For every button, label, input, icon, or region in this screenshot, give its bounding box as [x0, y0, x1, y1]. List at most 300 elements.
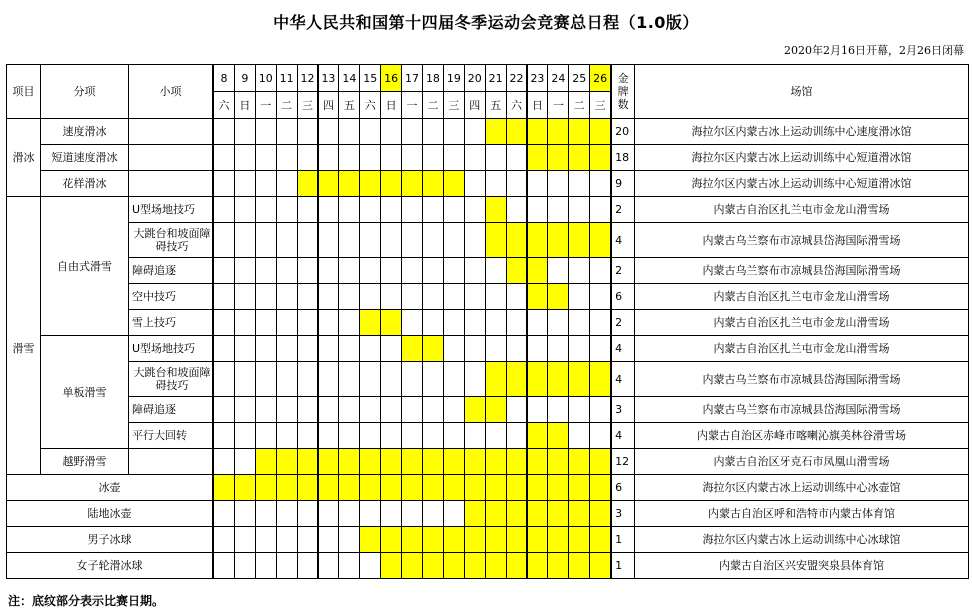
schedule-cell — [318, 552, 340, 579]
row-sub-label: 越野滑雪 — [40, 448, 129, 475]
row-medals: 6 — [610, 283, 635, 310]
header-date: 21 — [485, 64, 507, 92]
schedule-cell — [338, 257, 360, 284]
row-venue: 内蒙古自治区呼和浩特市内蒙古体育馆 — [634, 500, 969, 527]
competition-day-cell — [380, 552, 402, 579]
row-item-label: 障碍追逐 — [128, 396, 214, 423]
competition-day-cell — [547, 526, 569, 553]
schedule-cell — [401, 118, 423, 145]
schedule-cell — [318, 526, 340, 553]
competition-day-cell — [589, 222, 611, 258]
competition-day-cell — [255, 448, 277, 475]
header-project: 项目 — [6, 64, 41, 119]
schedule-cell — [464, 118, 486, 145]
schedule-cell — [338, 335, 360, 362]
row-sport-label: 冰壶 — [6, 474, 214, 501]
schedule-cell — [443, 283, 465, 310]
row-medals: 6 — [610, 474, 635, 501]
row-medals: 1 — [610, 552, 635, 579]
row-medals: 20 — [610, 118, 635, 145]
schedule-cell — [527, 170, 549, 197]
schedule-cell — [276, 257, 298, 284]
row-item-label: 大跳台和坡面障碍技巧 — [128, 222, 214, 258]
schedule-cell — [276, 361, 298, 397]
competition-day-cell — [506, 257, 528, 284]
competition-day-cell — [485, 448, 507, 475]
row-venue: 内蒙古自治区扎兰屯市金龙山滑雪场 — [634, 335, 969, 362]
schedule-cell — [380, 422, 402, 449]
row-venue: 海拉尔区内蒙古冰上运动训练中心速度滑冰馆 — [634, 118, 969, 145]
schedule-cell — [422, 396, 444, 423]
schedule-cell — [401, 257, 423, 284]
schedule-cell — [589, 283, 611, 310]
schedule-cell — [318, 222, 340, 258]
schedule-cell — [234, 361, 256, 397]
schedule-cell — [443, 144, 465, 171]
schedule-cell — [338, 144, 360, 171]
schedule-cell — [338, 552, 360, 579]
schedule-cell — [464, 361, 486, 397]
row-venue: 海拉尔区内蒙古冰上运动训练中心短道滑冰馆 — [634, 144, 969, 171]
schedule-cell — [318, 396, 340, 423]
row-medals: 2 — [610, 196, 635, 223]
schedule-cell — [213, 335, 235, 362]
schedule-cell — [359, 283, 381, 310]
schedule-cell — [568, 257, 590, 284]
schedule-cell — [506, 309, 528, 336]
schedule-cell — [255, 144, 277, 171]
schedule-cell — [213, 396, 235, 423]
schedule-cell — [234, 552, 256, 579]
schedule-cell — [422, 222, 444, 258]
header-date: 20 — [464, 64, 486, 92]
header-date: 14 — [338, 64, 360, 92]
competition-day-cell — [568, 118, 590, 145]
schedule-cell — [338, 283, 360, 310]
schedule-cell — [485, 144, 507, 171]
competition-day-cell — [547, 118, 569, 145]
competition-day-cell — [568, 361, 590, 397]
schedule-cell — [401, 196, 423, 223]
competition-day-cell — [547, 552, 569, 579]
competition-day-cell — [464, 500, 486, 527]
schedule-cell — [276, 309, 298, 336]
schedule-cell — [422, 144, 444, 171]
schedule-cell — [276, 422, 298, 449]
competition-day-cell — [318, 170, 340, 197]
competition-day-cell — [527, 422, 549, 449]
competition-day-cell — [506, 500, 528, 527]
competition-day-cell — [380, 170, 402, 197]
competition-day-cell — [527, 118, 549, 145]
header-weekday: 三 — [297, 91, 319, 119]
competition-day-cell — [547, 144, 569, 171]
schedule-cell — [422, 500, 444, 527]
schedule-cell — [338, 196, 360, 223]
row-venue: 内蒙古自治区牙克石市凤凰山滑雪场 — [634, 448, 969, 475]
row-sub-label: 花样滑冰 — [40, 170, 129, 197]
competition-day-cell — [422, 552, 444, 579]
competition-day-cell — [527, 474, 549, 501]
header-weekday: 四 — [464, 91, 486, 119]
schedule-cell — [276, 222, 298, 258]
competition-day-cell — [485, 396, 507, 423]
header-weekday: 二 — [276, 91, 298, 119]
schedule-cell — [359, 257, 381, 284]
header-date: 22 — [506, 64, 528, 92]
row-venue: 内蒙古乌兰察布市凉城县岱海国际滑雪场 — [634, 396, 969, 423]
competition-day-cell — [506, 118, 528, 145]
schedule-cell — [318, 257, 340, 284]
competition-day-cell — [527, 222, 549, 258]
competition-day-cell — [318, 474, 340, 501]
schedule-cell — [380, 500, 402, 527]
competition-day-cell — [464, 526, 486, 553]
row-item-label — [128, 144, 214, 171]
row-item-label: 雪上技巧 — [128, 309, 214, 336]
competition-day-cell — [485, 526, 507, 553]
schedule-cell — [589, 196, 611, 223]
schedule-cell — [568, 196, 590, 223]
competition-day-cell — [401, 552, 423, 579]
schedule-cell — [527, 196, 549, 223]
competition-day-cell — [380, 474, 402, 501]
schedule-cell — [255, 118, 277, 145]
schedule-cell — [297, 552, 319, 579]
schedule-cell — [276, 118, 298, 145]
row-sub-label: 速度滑冰 — [40, 118, 129, 145]
header-weekday: 五 — [338, 91, 360, 119]
competition-day-cell — [568, 144, 590, 171]
schedule-cell — [276, 552, 298, 579]
schedule-cell — [297, 257, 319, 284]
schedule-cell — [213, 257, 235, 284]
schedule-cell — [276, 144, 298, 171]
row-item-label: U型场地技巧 — [128, 335, 214, 362]
competition-day-cell — [506, 474, 528, 501]
competition-day-cell — [297, 170, 319, 197]
header-date: 16 — [380, 64, 402, 92]
schedule-cell — [359, 361, 381, 397]
schedule-cell — [318, 335, 340, 362]
schedule-cell — [547, 196, 569, 223]
schedule-cell — [213, 118, 235, 145]
table-note: 注：底纹部分表示比赛日期。 — [8, 594, 165, 608]
schedule-cell — [213, 526, 235, 553]
competition-day-cell — [589, 144, 611, 171]
header-venue: 场馆 — [634, 64, 969, 119]
schedule-table — [6, 64, 968, 588]
competition-day-cell — [338, 170, 360, 197]
schedule-cell — [443, 361, 465, 397]
row-venue: 海拉尔区内蒙古冰上运动训练中心冰壶馆 — [634, 474, 969, 501]
schedule-cell — [547, 257, 569, 284]
header-weekday: 一 — [547, 91, 569, 119]
competition-day-cell — [443, 474, 465, 501]
schedule-cell — [443, 196, 465, 223]
row-venue: 内蒙古自治区赤峰市喀喇沁旗美林谷滑雪场 — [634, 422, 969, 449]
competition-day-cell — [422, 474, 444, 501]
schedule-cell — [213, 500, 235, 527]
header-weekday: 六 — [213, 91, 235, 119]
competition-day-cell — [527, 526, 549, 553]
schedule-cell — [318, 144, 340, 171]
schedule-cell — [234, 335, 256, 362]
schedule-cell — [297, 144, 319, 171]
schedule-cell — [255, 222, 277, 258]
competition-day-cell — [589, 474, 611, 501]
schedule-cell — [589, 257, 611, 284]
schedule-cell — [485, 170, 507, 197]
competition-day-cell — [443, 552, 465, 579]
header-date: 17 — [401, 64, 423, 92]
schedule-cell — [506, 170, 528, 197]
competition-day-cell — [547, 222, 569, 258]
row-sport-label: 男子冰球 — [6, 526, 214, 553]
schedule-cell — [213, 448, 235, 475]
schedule-cell — [464, 222, 486, 258]
schedule-cell — [380, 144, 402, 171]
schedule-cell — [464, 422, 486, 449]
competition-day-cell — [359, 309, 381, 336]
competition-day-cell — [464, 552, 486, 579]
schedule-cell — [464, 196, 486, 223]
header-date: 25 — [568, 64, 590, 92]
row-venue: 内蒙古自治区扎兰屯市金龙山滑雪场 — [634, 283, 969, 310]
competition-day-cell — [234, 474, 256, 501]
header-date: 13 — [318, 64, 340, 92]
schedule-cell — [318, 283, 340, 310]
header-date: 26 — [589, 64, 611, 92]
schedule-cell — [276, 396, 298, 423]
schedule-cell — [589, 396, 611, 423]
schedule-cell — [359, 552, 381, 579]
competition-day-cell — [506, 222, 528, 258]
schedule-cell — [464, 283, 486, 310]
schedule-cell — [234, 422, 256, 449]
row-medals: 3 — [610, 500, 635, 527]
schedule-cell — [213, 422, 235, 449]
competition-day-cell — [568, 552, 590, 579]
competition-day-cell — [506, 552, 528, 579]
competition-day-cell — [338, 448, 360, 475]
competition-day-cell — [589, 500, 611, 527]
header-weekday: 三 — [589, 91, 611, 119]
competition-day-cell — [359, 170, 381, 197]
schedule-cell — [568, 309, 590, 336]
header-weekday: 四 — [318, 91, 340, 119]
competition-day-cell — [401, 448, 423, 475]
schedule-cell — [255, 396, 277, 423]
schedule-cell — [464, 170, 486, 197]
schedule-cell — [568, 335, 590, 362]
row-medals: 4 — [610, 361, 635, 397]
competition-day-cell — [527, 257, 549, 284]
header-date: 24 — [547, 64, 569, 92]
schedule-cell — [380, 283, 402, 310]
competition-day-cell — [485, 196, 507, 223]
competition-day-cell — [422, 448, 444, 475]
competition-day-cell — [485, 552, 507, 579]
row-sub-label: 短道速度滑冰 — [40, 144, 129, 171]
header-weekday: 日 — [527, 91, 549, 119]
schedule-cell — [359, 196, 381, 223]
competition-day-cell — [568, 526, 590, 553]
schedule-cell — [380, 396, 402, 423]
competition-day-cell — [485, 500, 507, 527]
competition-day-cell — [547, 422, 569, 449]
schedule-cell — [213, 222, 235, 258]
schedule-cell — [359, 222, 381, 258]
schedule-cell — [297, 283, 319, 310]
header-weekday: 二 — [568, 91, 590, 119]
schedule-cell — [255, 257, 277, 284]
schedule-cell — [234, 196, 256, 223]
competition-day-cell — [527, 361, 549, 397]
competition-day-cell — [255, 474, 277, 501]
schedule-cell — [297, 396, 319, 423]
schedule-cell — [443, 309, 465, 336]
competition-day-cell — [485, 361, 507, 397]
competition-day-cell — [506, 448, 528, 475]
schedule-cell — [297, 309, 319, 336]
schedule-cell — [380, 361, 402, 397]
schedule-cell — [359, 335, 381, 362]
header-date: 9 — [234, 64, 256, 92]
schedule-cell — [213, 170, 235, 197]
competition-day-cell — [485, 222, 507, 258]
header-date: 11 — [276, 64, 298, 92]
row-medals: 2 — [610, 309, 635, 336]
schedule-cell — [234, 170, 256, 197]
competition-day-cell — [422, 170, 444, 197]
schedule-cell — [506, 422, 528, 449]
schedule-cell — [589, 170, 611, 197]
schedule-cell — [234, 396, 256, 423]
schedule-cell — [234, 144, 256, 171]
schedule-cell — [255, 361, 277, 397]
schedule-cell — [380, 222, 402, 258]
header-date: 19 — [443, 64, 465, 92]
competition-day-cell — [443, 448, 465, 475]
header-weekday: 六 — [359, 91, 381, 119]
schedule-cell — [338, 500, 360, 527]
row-medals: 4 — [610, 422, 635, 449]
row-item-label: U型场地技巧 — [128, 196, 214, 223]
header-date: 23 — [527, 64, 549, 92]
row-medals: 3 — [610, 396, 635, 423]
row-item-label: 平行大回转 — [128, 422, 214, 449]
header-weekday: 日 — [380, 91, 402, 119]
competition-day-cell — [547, 474, 569, 501]
competition-day-cell — [443, 526, 465, 553]
schedule-cell — [338, 422, 360, 449]
competition-day-cell — [297, 474, 319, 501]
competition-day-cell — [401, 170, 423, 197]
schedule-cell — [234, 222, 256, 258]
header-date: 12 — [297, 64, 319, 92]
schedule-cell — [297, 500, 319, 527]
header-weekday: 二 — [422, 91, 444, 119]
row-medals: 1 — [610, 526, 635, 553]
competition-day-cell — [527, 552, 549, 579]
schedule-cell — [213, 283, 235, 310]
competition-day-cell — [213, 474, 235, 501]
row-venue: 内蒙古乌兰察布市凉城县岱海国际滑雪场 — [634, 222, 969, 258]
schedule-cell — [234, 309, 256, 336]
schedule-cell — [234, 118, 256, 145]
schedule-cell — [255, 526, 277, 553]
schedule-cell — [276, 170, 298, 197]
schedule-cell — [359, 500, 381, 527]
schedule-cell — [443, 396, 465, 423]
competition-day-cell — [443, 170, 465, 197]
schedule-cell — [401, 144, 423, 171]
competition-day-cell — [464, 448, 486, 475]
schedule-cell — [255, 552, 277, 579]
schedule-cell — [234, 526, 256, 553]
schedule-cell — [297, 526, 319, 553]
schedule-cell — [318, 500, 340, 527]
competition-day-cell — [359, 448, 381, 475]
schedule-cell — [422, 309, 444, 336]
schedule-cell — [318, 309, 340, 336]
schedule-cell — [464, 335, 486, 362]
schedule-cell — [338, 396, 360, 423]
competition-day-cell — [547, 448, 569, 475]
header-medals: 金牌数 — [610, 64, 635, 119]
schedule-cell — [422, 196, 444, 223]
schedule-cell — [338, 309, 360, 336]
schedule-cell — [213, 361, 235, 397]
schedule-cell — [547, 335, 569, 362]
schedule-cell — [547, 309, 569, 336]
competition-day-cell — [464, 474, 486, 501]
row-item-label — [128, 118, 214, 145]
schedule-cell — [276, 526, 298, 553]
schedule-cell — [380, 257, 402, 284]
schedule-cell — [401, 222, 423, 258]
competition-day-cell — [527, 283, 549, 310]
schedule-cell — [213, 196, 235, 223]
row-venue: 内蒙古自治区扎兰屯市金龙山滑雪场 — [634, 196, 969, 223]
competition-day-cell — [547, 283, 569, 310]
header-weekday: 三 — [443, 91, 465, 119]
competition-day-cell — [568, 500, 590, 527]
row-item-label: 大跳台和坡面障碍技巧 — [128, 361, 214, 397]
competition-day-cell — [527, 448, 549, 475]
schedule-cell — [255, 283, 277, 310]
schedule-cell — [255, 335, 277, 362]
schedule-cell — [276, 283, 298, 310]
competition-day-cell — [485, 474, 507, 501]
competition-day-cell — [464, 396, 486, 423]
schedule-cell — [401, 309, 423, 336]
row-venue: 内蒙古乌兰察布市凉城县岱海国际滑雪场 — [634, 361, 969, 397]
schedule-cell — [401, 500, 423, 527]
schedule-cell — [568, 396, 590, 423]
schedule-cell — [485, 283, 507, 310]
schedule-cell — [255, 170, 277, 197]
row-item-label: 障碍追逐 — [128, 257, 214, 284]
competition-day-cell — [276, 474, 298, 501]
schedule-cell — [318, 422, 340, 449]
competition-day-cell — [422, 335, 444, 362]
row-medals: 4 — [610, 335, 635, 362]
schedule-cell — [506, 335, 528, 362]
row-venue: 内蒙古自治区扎兰屯市金龙山滑雪场 — [634, 309, 969, 336]
header-sub: 分项 — [40, 64, 129, 119]
